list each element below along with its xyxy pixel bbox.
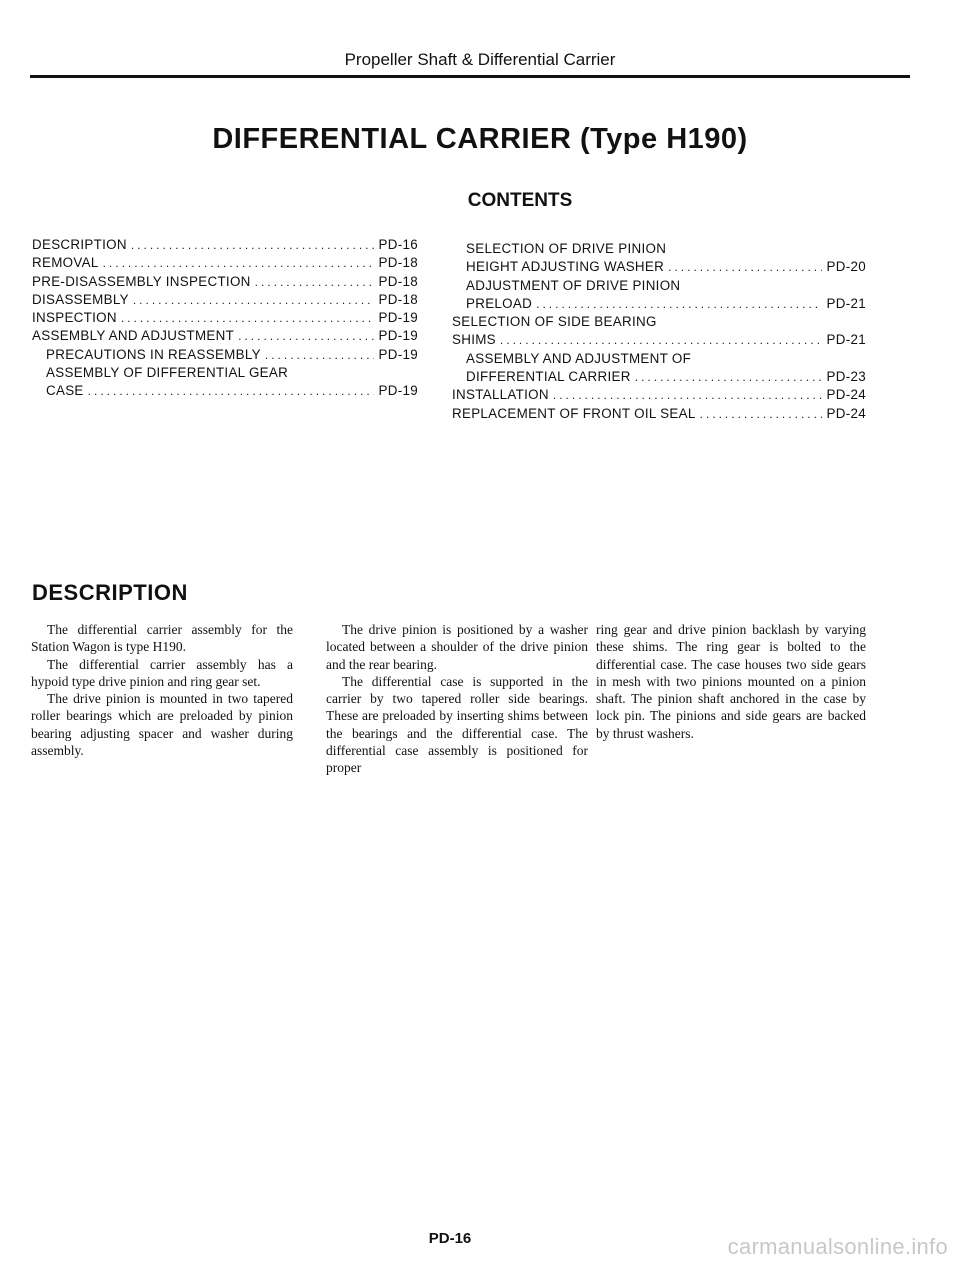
toc-entry[interactable] [32, 382, 418, 400]
toc-entry-label-line1[interactable]: SELECTION OF DRIVE PINION [466, 241, 667, 256]
toc-entry-page: PD-19 [378, 383, 418, 399]
section-heading-description: DESCRIPTION [32, 580, 188, 605]
toc-entry[interactable] [32, 346, 418, 364]
watermark: carmanualsonline.info [727, 1234, 948, 1259]
toc-entry-label: INSPECTION [32, 310, 117, 326]
body-paragraph: The drive pinion is mounted in two tapered roller bearings which are preloaded by pinion bearing adjusting spacer and washer during assembly. [31, 691, 293, 759]
toc-entry-label: PRELOAD [466, 295, 533, 311]
body-paragraph: ring gear and drive pinion backlash by varying these shims. The ring gear is bolted to the differential case. The case houses two side gears in mesh with two pinions mounted on a pinion shaft. The pinion shaft anchored in the case by lock pin. The pinions and side gears are backed by thrust washers. [596, 622, 866, 741]
body-paragraph: The differential carrier assembly has a hypoid type drive pinion and ring gear set. [31, 656, 293, 689]
toc-entry-page: PD-21 [826, 295, 866, 311]
page-title: DIFFERENTIAL CARRIER (Type H190) [212, 123, 748, 155]
toc-leader-dots [88, 382, 374, 400]
toc-entry-label: SHIMS [452, 332, 496, 348]
toc-leader-dots [668, 258, 822, 276]
toc-leader-dots [700, 405, 822, 423]
toc-leader-dots [121, 309, 374, 327]
toc-entry[interactable] [452, 386, 866, 404]
page-number: PD-16 [428, 1230, 472, 1247]
toc-entry[interactable] [452, 331, 866, 349]
toc-entry-page: PD-18 [378, 291, 418, 307]
toc-entry[interactable] [452, 368, 866, 386]
toc-left-column [32, 236, 418, 401]
toc-leader-dots [635, 368, 822, 386]
body-column-3 [596, 621, 866, 742]
toc-entry[interactable] [32, 309, 418, 327]
toc-entry-page: PD-19 [378, 346, 418, 362]
toc-entry-page: PD-20 [826, 259, 866, 275]
running-header: Propeller Shaft & Differential Carrier [344, 50, 616, 69]
toc-entry[interactable] [452, 258, 866, 276]
toc-leader-dots [255, 273, 374, 291]
toc-entry-label-line1[interactable]: ASSEMBLY AND ADJUSTMENT OF [466, 350, 692, 366]
toc-entry-label: DIFFERENTIAL CARRIER [466, 369, 631, 385]
toc-entry-page: PD-16 [378, 237, 418, 252]
contents-heading: CONTENTS [467, 190, 573, 211]
toc-entry-label-line1[interactable]: ADJUSTMENT OF DRIVE PINION [466, 277, 681, 293]
toc-entry-label: ASSEMBLY AND ADJUSTMENT [32, 328, 235, 344]
toc-entry-label: INSTALLATION [452, 387, 549, 403]
toc-leader-dots [238, 327, 374, 345]
toc-entry-page: PD-24 [826, 387, 866, 403]
toc-leader-dots [536, 295, 822, 313]
toc-entry-label-line1[interactable]: SELECTION OF SIDE BEARING [452, 314, 657, 330]
toc-leader-dots [500, 331, 822, 349]
toc-entry-page: PD-24 [826, 405, 866, 421]
toc-entry[interactable] [32, 327, 418, 345]
toc-entry[interactable] [32, 291, 418, 309]
toc-entry-page: PD-19 [378, 328, 418, 344]
toc-entry-label: PRE-DISASSEMBLY INSPECTION [32, 273, 251, 289]
toc-right-column [452, 240, 866, 423]
header-rule [30, 75, 910, 78]
toc-entry[interactable] [32, 254, 418, 272]
toc-entry[interactable] [452, 295, 866, 313]
toc-entry-label-line1[interactable]: ASSEMBLY OF DIFFERENTIAL GEAR [46, 365, 289, 381]
body-column-1 [31, 621, 293, 759]
body-column-2 [326, 621, 588, 777]
toc-entry-label: DISASSEMBLY [32, 291, 129, 307]
toc-leader-dots [553, 386, 822, 404]
toc-entry[interactable] [32, 236, 418, 254]
toc-entry-label: PRECAUTIONS IN REASSEMBLY [46, 346, 261, 362]
toc-leader-dots [133, 291, 374, 309]
toc-entry-page: PD-19 [378, 310, 418, 326]
toc-entry-page: PD-18 [378, 273, 418, 289]
toc-entry-label: DESCRIPTION [32, 237, 127, 252]
body-paragraph: The drive pinion is positioned by a washer located between a shoulder of the drive pinion and the rear bearing. [326, 622, 588, 672]
toc-entry-page: PD-18 [378, 255, 418, 271]
toc-entry-label: CASE [46, 383, 84, 399]
toc-entry-label: REPLACEMENT OF FRONT OIL SEAL [452, 405, 696, 421]
body-paragraph: The differential carrier assembly for the Station Wagon is type H190. [31, 622, 293, 655]
toc-leader-dots [131, 236, 374, 254]
toc-leader-dots [265, 346, 374, 364]
toc-entry-label: HEIGHT ADJUSTING WASHER [466, 259, 665, 275]
toc-leader-dots [103, 254, 374, 272]
body-paragraph: The differential case is supported in the carrier by two tapered roller side bearings. These are preloaded by inserting shims between the bearings and the differential case. The differential case assembly is positioned for proper [326, 673, 588, 776]
toc-entry-label: REMOVAL [32, 255, 99, 271]
toc-entry[interactable] [32, 273, 418, 291]
toc-entry-page: PD-21 [826, 332, 866, 348]
toc-entry[interactable] [452, 405, 866, 423]
toc-entry-page: PD-23 [826, 369, 866, 385]
